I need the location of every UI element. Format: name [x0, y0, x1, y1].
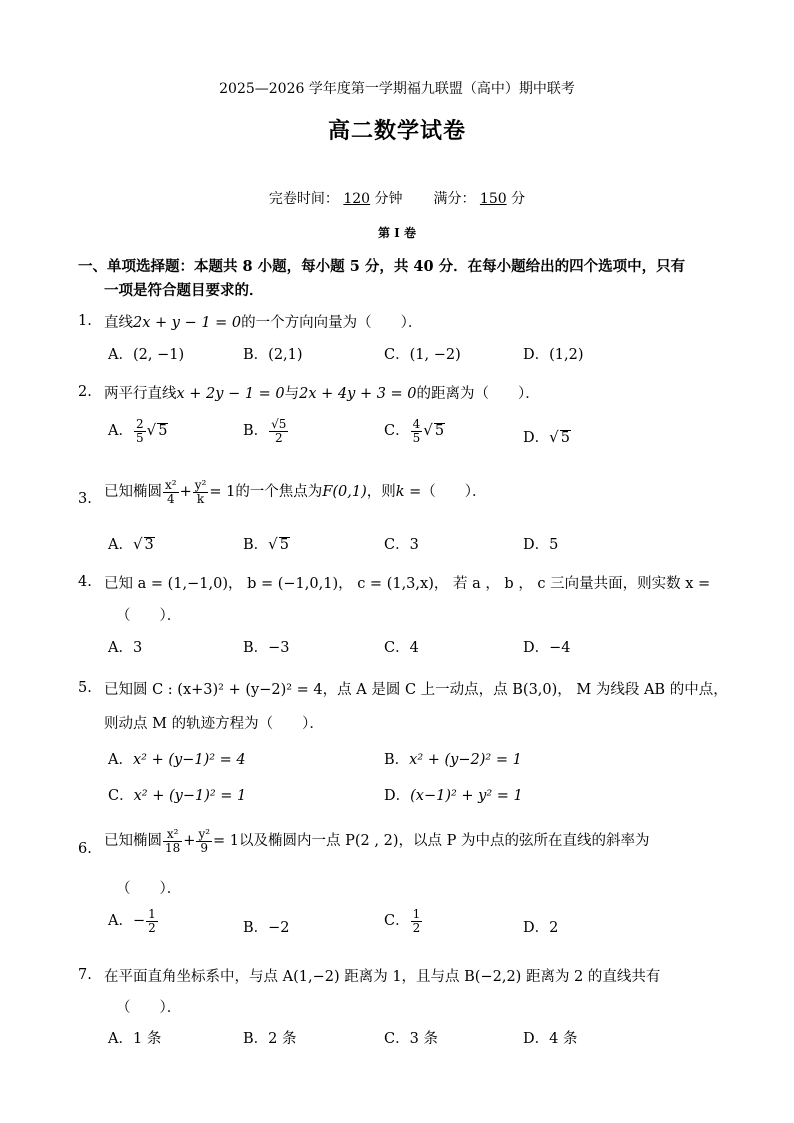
stem-text: 的一个方向向量为（ ）． [241, 315, 423, 331]
option-a: A．1 条 [108, 1031, 162, 1047]
option-b: B．2 条 [243, 1031, 297, 1047]
question-stem: 已知椭圆 $\frac{\text{x²}}{18}$ + $\frac{\text{y²}}{9}$ = 1以及椭圆内一点 P(2 , 2)，以点 P 为中点的弦所在直线的斜率为 [104, 827, 650, 855]
question-number: 5. [78, 680, 92, 696]
option-a: A．√ 3 [108, 535, 154, 553]
score-value: 150 [479, 191, 507, 207]
option-a: A．− $\frac{1}{2}$ [108, 907, 156, 935]
question-number: 7. [78, 967, 92, 983]
section-heading-line1: 一、单项选择题：本题共 8 小题，每小题 5 分，共 40 分．在每小题给出的四个选项中，只有 [78, 258, 686, 275]
option-c: C．3 [384, 537, 419, 553]
option-d: D．2 [523, 920, 559, 936]
volume-label: 第 I 卷 [378, 226, 416, 240]
option-a: A．3 [108, 640, 143, 656]
time-unit: 分钟 [374, 191, 403, 207]
section-heading-line2: 一项是符合题目要求的． [104, 282, 264, 299]
option-c: C．3 条 [384, 1031, 438, 1047]
question-number: 6. [78, 841, 92, 857]
option-b: B．√ 5 [243, 535, 289, 553]
score-label: 满分： [433, 191, 476, 207]
option-c: C． $\frac{1}{2}$ [384, 907, 421, 935]
question-stem [104, 311, 422, 332]
option-d: D．(x−1)² + y² = 1 [384, 788, 523, 804]
option-b: B．(2,1) [243, 347, 303, 363]
option-a: A．x² + (y−1)² = 4 [108, 752, 246, 768]
option-c: C． $\frac{4}{5}$ √ 5 [384, 417, 445, 445]
option-b: B．−2 [243, 920, 290, 936]
exam-meta [0, 188, 794, 208]
question-number: 2. [78, 384, 92, 400]
question-stem: 两平行直线x + 2y − 1 = 0与2x + 4y + 3 = 0的距离为（ ）． [104, 386, 540, 402]
question-stem-cont: 则动点 M 的轨迹方程为（ ）． [104, 716, 324, 732]
option-d: D．(1,2) [523, 347, 584, 363]
stem-math: 2x + y − 1 = 0 [133, 315, 242, 331]
option-b: B．x² + (y−2)² = 1 [384, 752, 522, 768]
exam-title: 高二数学试卷 [327, 118, 466, 144]
question-stem: 已知椭圆 $\frac{\text{x²}}{4}$ + $\frac{\text{y²}}{k}$ = 1的一个焦点为F(0,1)，则k =（ ）． [104, 478, 487, 506]
option-a: A． $\frac{2}{5}$ √ 5 [108, 417, 168, 445]
option-c: C．x² + (y−1)² = 1 [108, 788, 247, 804]
stem-text: 直线 [104, 315, 133, 331]
time-label: 完卷时间： [268, 191, 339, 207]
question-number: 4. [78, 574, 92, 590]
question-stem-cont: （ ）． [116, 608, 182, 624]
question-stem-cont: （ ）． [116, 1000, 182, 1016]
exam-subtitle: 2025—2026 学年度第一学期福九联盟（高中）期中联考 [219, 81, 575, 97]
option-d: D．−4 [523, 640, 571, 656]
option-b: B．−3 [243, 640, 290, 656]
time-value: 120 [343, 191, 371, 207]
question-stem: 已知 a = (1,−1,0)， b = (−1,0,1)， c = (1,3,x)， 若 a ， b ， c 三向量共面，则实数 x = [104, 576, 711, 592]
option-a: A．(2, −1) [108, 347, 185, 363]
option-d: D．√ 5 [523, 428, 570, 446]
question-number: 1. [78, 313, 92, 329]
score-unit: 分 [511, 191, 526, 207]
option-b: B． $\frac{√5}{2}$ [243, 417, 287, 445]
option-c: C．4 [384, 640, 419, 656]
question-number: 3. [78, 491, 92, 507]
option-c: C．(1, −2) [384, 347, 461, 363]
option-d: D．4 条 [523, 1031, 578, 1047]
option-d: D．5 [523, 537, 559, 553]
question-stem: 已知圆 C : (x+3)² + (y−2)² = 4，点 A 是圆 C 上一动点，点 B(3,0)， M 为线段 AB 的中点， [104, 682, 728, 698]
question-stem: 在平面直角坐标系中，与点 A(1,−2) 距离为 1，且与点 B(−2,2) 距离为 2 的直线共有 [104, 969, 661, 985]
question-stem-cont: （ ）． [116, 881, 182, 897]
